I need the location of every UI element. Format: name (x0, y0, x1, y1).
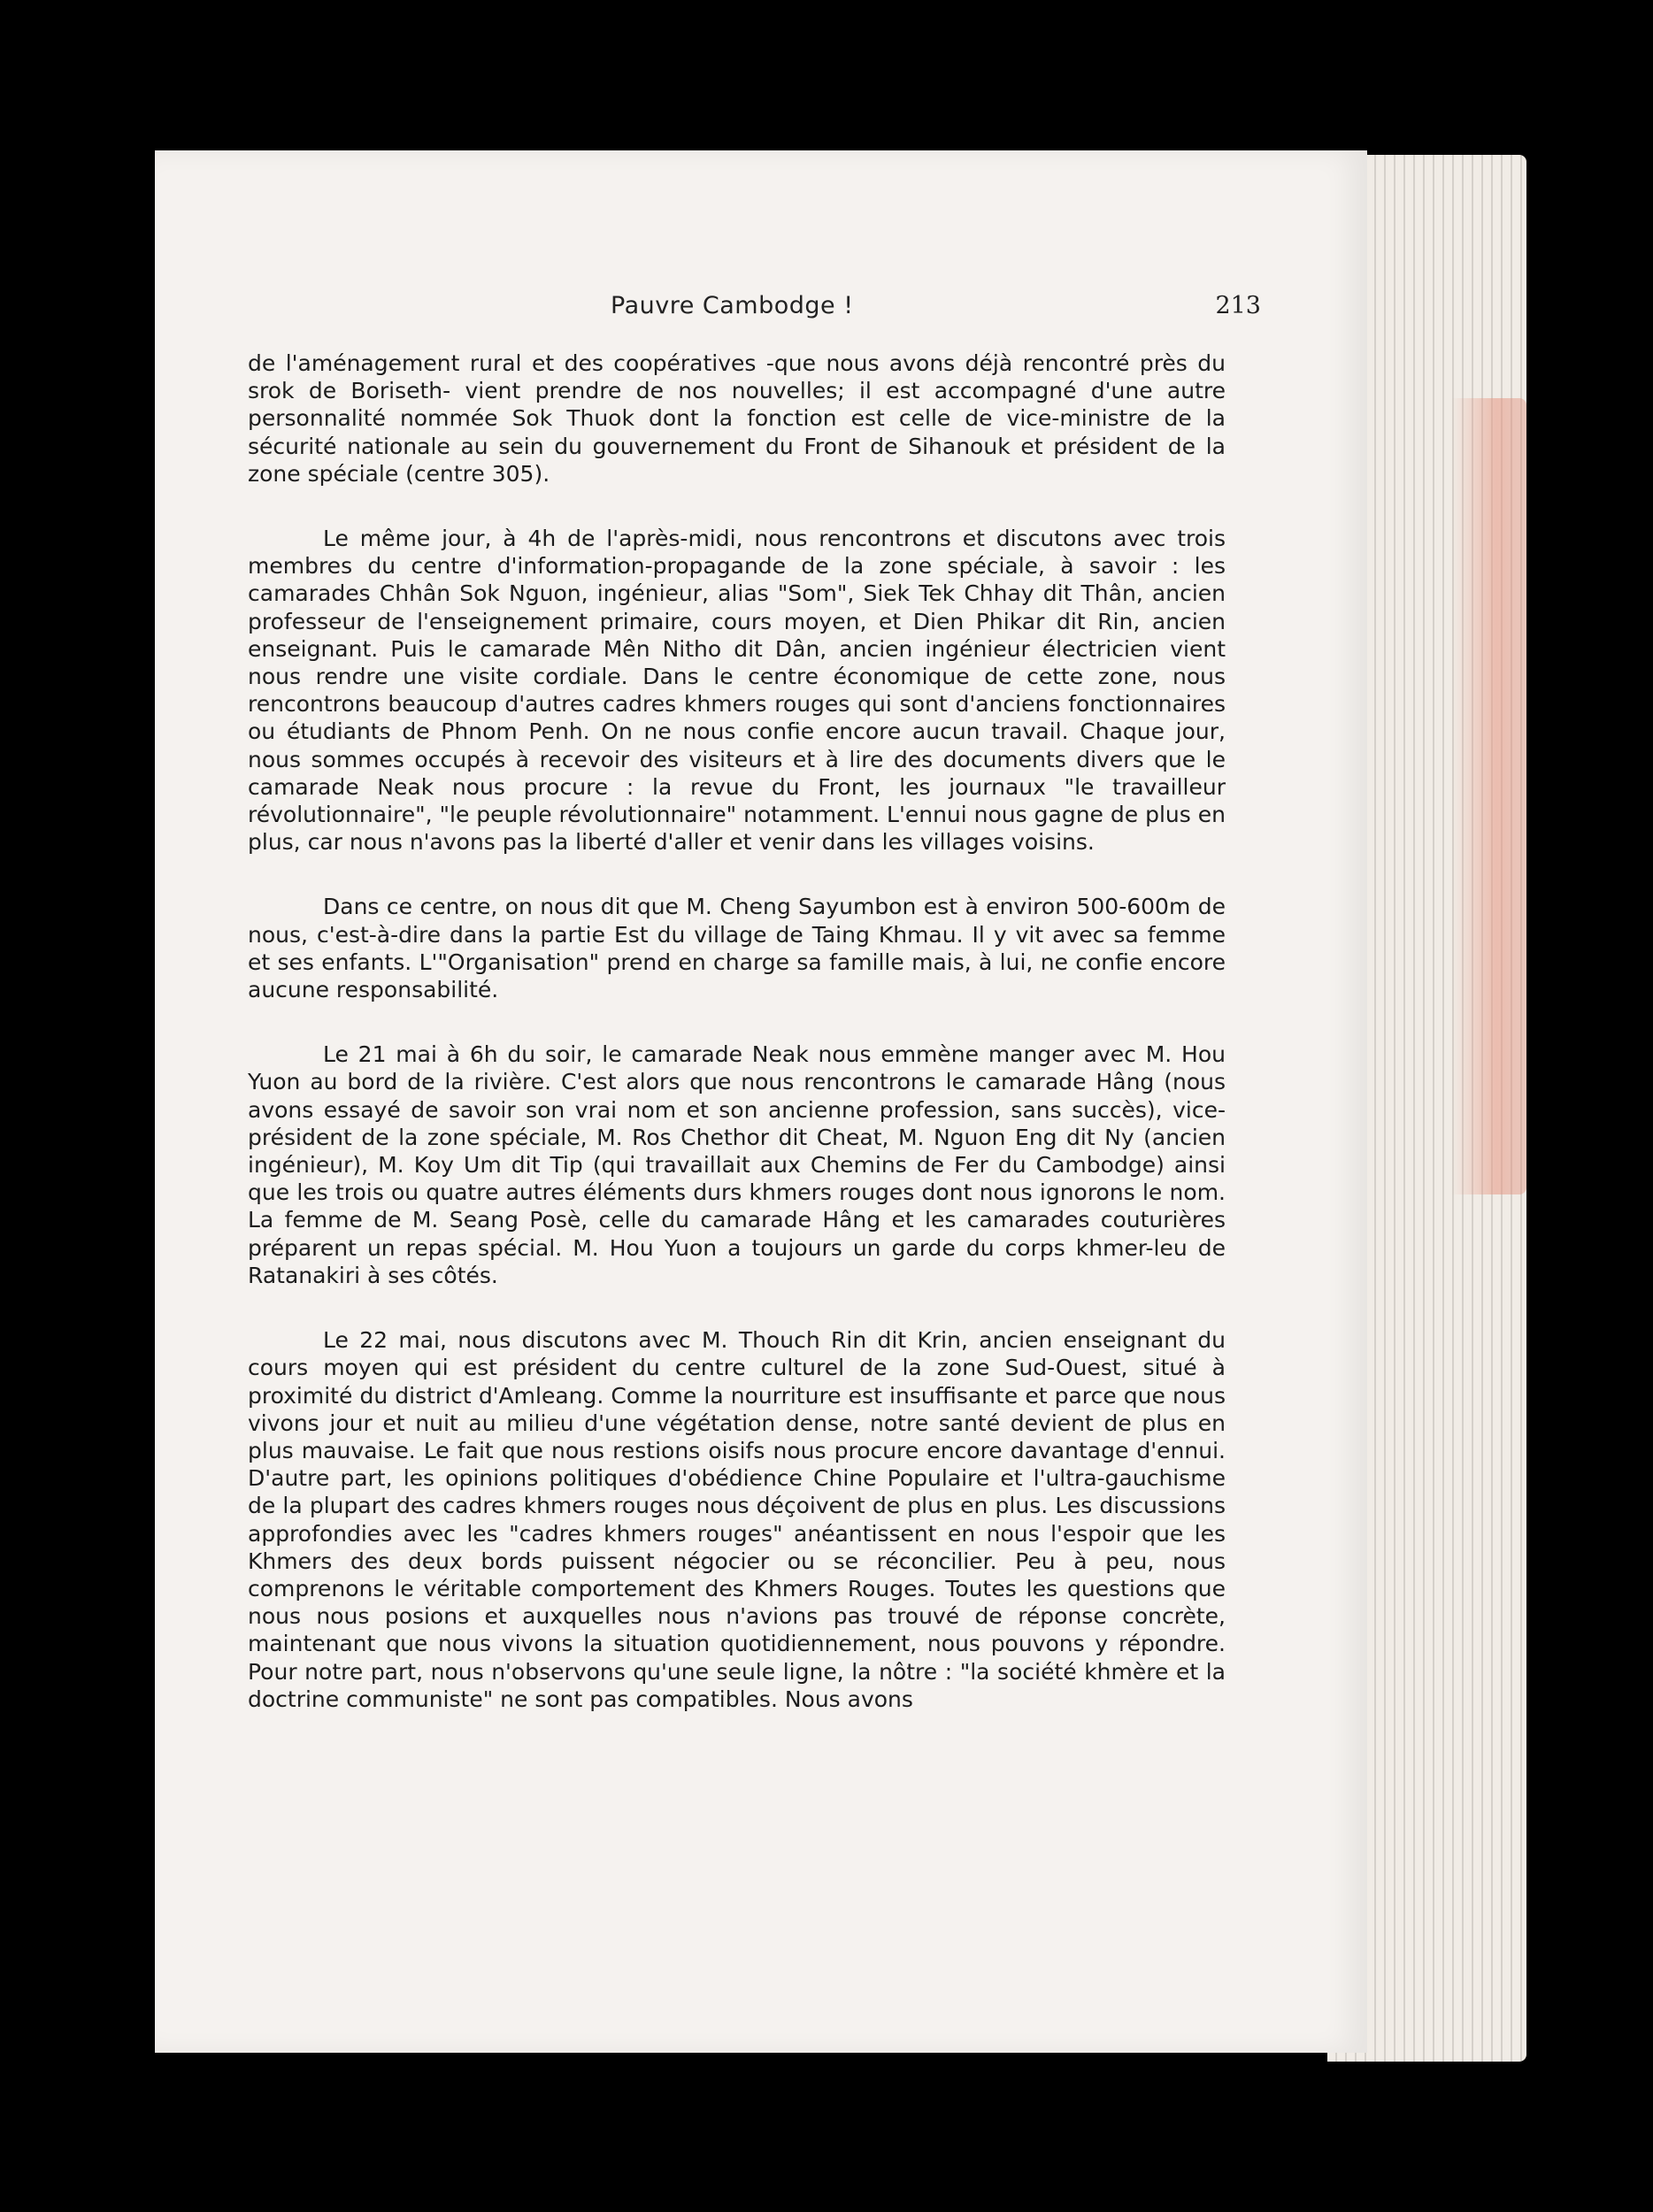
paragraph: Le 21 mai à 6h du soir, le camarade Neak nous emmène manger avec M. Hou Yuon au bord de la rivière. C'est alors que nous rencontrons le camarade Hâng (nous avons essayé de savoir son vrai nom et son ancienne profession, sans succès), vice-président de la zone spéciale, M. Ros Chethor dit Cheat, M. Nguon Eng dit Ny (ancien ingénieur), M. Koy Um dit Tip (qui travaillait aux Chemins de Fer du Cambodge) ainsi que les trois ou quatre autres éléments durs khmers rouges dont nous ignorons le nom. La femme de M. Seang Posè, celle du camarade Hâng et les camarades couturières préparent un repas spécial. M. Hou Yuon a toujours un garde du corps khmer-leu de Ratanakiri à ses côtés. (248, 1041, 1226, 1288)
book-page (155, 150, 1367, 2053)
body-text (248, 349, 1226, 1713)
running-header (155, 292, 1261, 336)
page-edge-tint (1451, 398, 1526, 1194)
running-title: Pauvre Cambodge ! (611, 292, 854, 319)
page-number: 213 (1215, 292, 1261, 319)
paragraph-continuation: de l'aménagement rural et des coopératives -que nous avons déjà rencontré près du srok de Boriseth- vient prendre de nos nouvelles; il est accompagné d'une autre personnalité nommée Sok Thuok dont la fonction est celle de vice-ministre de la sécurité nationale au sein du gouvernement du Front de Sihanouk et président de la zone spéciale (centre 305). (248, 350, 1226, 487)
paragraph: Le même jour, à 4h de l'après-midi, nous rencontrons et discutons avec trois membres du centre d'information-propagande de la zone spéciale, à savoir : les camarades Chhân Sok Nguon, ingénieur, alias "Som", Siek Tek Chhay dit Thân, ancien professeur de l'enseignement primaire, cours moyen, et Dien Phikar dit Rin, ancien enseignant. Puis le camarade Mên Nitho dit Dân, ancien ingénieur électricien vient nous rendre une visite cordiale. Dans le centre économique de cette zone, nous rencontrons beaucoup d'autres cadres khmers rouges qui sont d'anciens fonctionnaires ou étudiants de Phnom Penh. On ne nous confie encore aucun travail. Chaque jour, nous sommes occupés à recevoir des visiteurs et à lire des documents divers que le camarade Neak nous procure : la revue du Front, les journaux "le travailleur révolutionnaire", "le peuple révolutionnaire" notamment. L'ennui nous gagne de plus en plus, car nous n'avons pas la liberté d'aller et venir dans les villages voisins. (248, 526, 1226, 856)
paragraph: Le 22 mai, nous discutons avec M. Thouch Rin dit Krin, ancien enseignant du cours moyen qui est président du centre culturel de la zone Sud-Ouest, situé à proximité du district d'Amleang. Comme la nourriture est insuffisante et parce que nous vivons jour et nuit au milieu d'une végétation dense, notre santé devient de plus en plus mauvaise. Le fait que nous restions oisifs nous procure encore davantage d'ennui. D'autre part, les opinions politiques d'obédience Chine Populaire et l'ultra-gauchisme de la plupart des cadres khmers rouges nous déçoivent de plus en plus. Les discussions approfondies avec les "cadres khmers rouges" anéantissent en nous l'espoir que les Khmers des deux bords puissent négocier ou se réconcilier. Peu à peu, nous comprenons le véritable comportement des Khmers Rouges. Toutes les questions que nous nous posions et auxquelles nous n'avions pas trouvé de réponse concrète, maintenant que nous vivons la situation quotidiennement, nous pouvons y répondre. Pour notre part, nous n'observons qu'une seule ligne, la nôtre : "la société khmère et la doctrine communiste" ne sont pas compatibles. Nous avons (248, 1327, 1226, 1712)
paragraph: Dans ce centre, on nous dit que M. Cheng Sayumbon est à environ 500-600m de nous, c'est-à-dire dans la partie Est du village de Taing Khmau. Il y vit avec sa femme et ses enfants. L'"Organisation" prend en charge sa famille mais, à lui, ne confie encore aucune responsabilité. (248, 894, 1226, 1003)
